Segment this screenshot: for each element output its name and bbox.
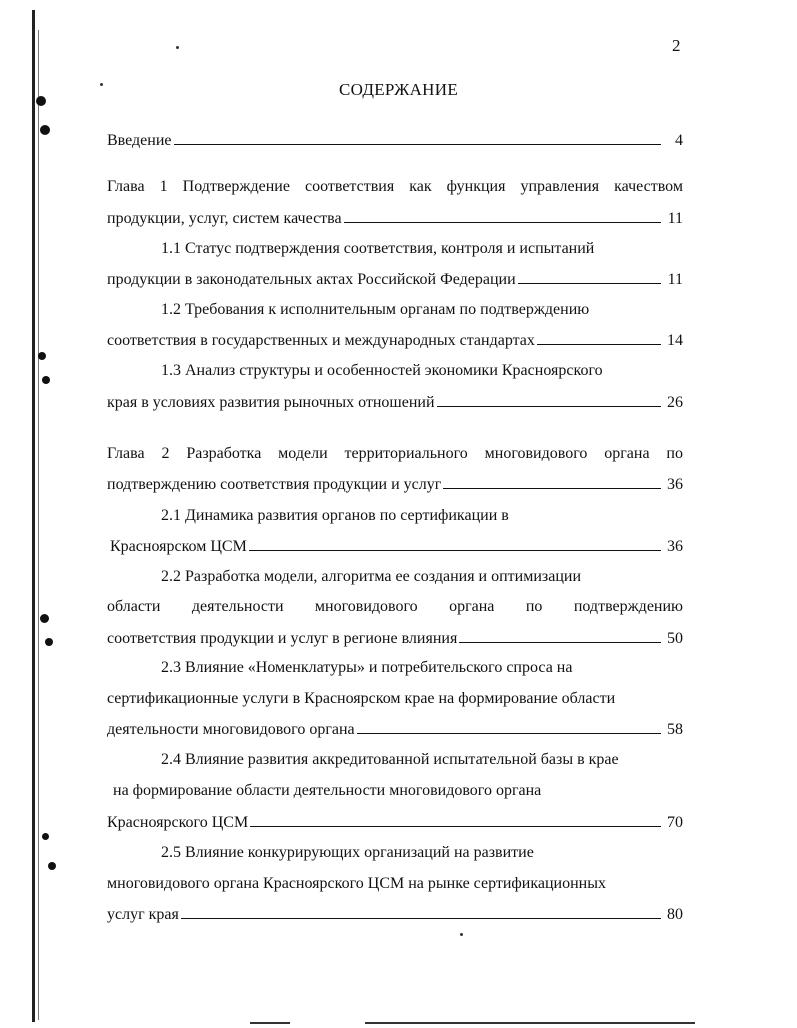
punch-hole-mark: [45, 638, 53, 646]
leader-line: [344, 206, 661, 223]
toc-entry-section-2-4[interactable]: [107, 810, 683, 834]
toc-title: СОДЕРЖАНИЕ: [338, 80, 459, 99]
toc-page-number: 26: [667, 394, 683, 411]
scan-speck: [176, 46, 179, 49]
toc-section-2-3-continuation[interactable]: сертификационные услуги в Красноярском крае на формирование области: [107, 690, 616, 707]
toc-page-number: 70: [667, 814, 683, 831]
toc-page-number: 14: [667, 332, 683, 349]
leader-line: [537, 328, 661, 345]
leader-line: [443, 472, 661, 489]
toc-section-2-5-continuation[interactable]: многовидового органа Красноярского ЦСМ на рынке сертификационных: [107, 875, 606, 892]
toc-section-2-3-heading[interactable]: 2.3 Влияние «Номенклатуры» и потребительского спроса на: [161, 659, 573, 676]
toc-entry-section-2-1[interactable]: [107, 534, 683, 558]
toc-section-1-1-heading[interactable]: 1.1 Статус подтверждения соответствия, контроля и испытаний: [161, 240, 595, 257]
punch-hole-mark: [40, 125, 50, 135]
toc-section-2-2-continuation[interactable]: области деятельности многовидового органа по подтверждению: [107, 598, 683, 615]
leader-line: [249, 534, 661, 551]
binding-edge: [32, 10, 35, 1022]
toc-entry-section-2-2[interactable]: [107, 626, 683, 650]
punch-hole-mark: [42, 376, 50, 384]
toc-entry-section-2-3[interactable]: [107, 717, 683, 741]
binding-edge-shadow: [38, 30, 39, 1020]
page-number: 2: [672, 36, 681, 55]
toc-page-number: 11: [667, 271, 683, 288]
toc-entry-text: Введение: [107, 132, 172, 149]
toc-page-number: 36: [667, 476, 683, 493]
toc-entry-text: соответствия в государственных и международных стандартах: [107, 332, 535, 349]
leader-line: [357, 717, 661, 734]
leader-line: [250, 810, 661, 827]
toc-chapter-2-heading[interactable]: Глава 2 Разработка модели территориального многовидового органа по: [107, 445, 683, 462]
toc-entry-section-1-1[interactable]: [107, 267, 683, 291]
toc-entry-text: края в условиях развития рыночных отношений: [107, 394, 435, 411]
scan-artifact-line: [365, 1022, 695, 1024]
toc-section-1-2-heading[interactable]: 1.2 Требования к исполнительным органам по подтверждению: [161, 301, 590, 318]
leader-line: [459, 626, 661, 643]
toc-section-2-5-heading[interactable]: 2.5 Влияние конкурирующих организаций на развитие: [161, 844, 534, 861]
toc-entry-text: продукции в законодательных актах Российской Федерации: [107, 271, 516, 288]
toc-entry-text: Красноярского ЦСМ: [107, 814, 249, 831]
toc-entry-text: Красноярском ЦСМ: [110, 538, 247, 555]
leader-line: [181, 902, 661, 919]
toc-page-number: 4: [675, 132, 683, 149]
toc-entry-chapter-1[interactable]: [107, 206, 683, 230]
scan-artifact-line: [250, 1022, 290, 1024]
toc-entry-section-1-2[interactable]: [107, 328, 683, 352]
toc-page-number: 80: [667, 906, 683, 923]
toc-page-number: 50: [667, 630, 683, 647]
toc-entry-section-2-5[interactable]: [107, 902, 683, 926]
punch-hole-mark: [38, 352, 46, 360]
leader-line: [518, 267, 661, 284]
toc-section-1-3-heading[interactable]: 1.3 Анализ структуры и особенностей экономики Красноярского: [161, 362, 603, 379]
toc-entry-text: продукции, услуг, систем качества: [107, 210, 342, 227]
toc-chapter-1-heading[interactable]: Глава 1 Подтверждение соответствия как функция управления качеством: [107, 178, 683, 195]
toc-entry-text: соответствия продукции и услуг в регионе влияния: [107, 630, 458, 647]
toc-page-number: 58: [667, 721, 683, 738]
toc-section-2-1-heading[interactable]: 2.1 Динамика развития органов по сертификации в: [161, 507, 509, 524]
toc-section-2-2-heading[interactable]: 2.2 Разработка модели, алгоритма ее создания и оптимизации: [161, 568, 582, 585]
punch-hole-mark: [42, 833, 49, 840]
toc-page-number: 11: [667, 210, 683, 227]
toc-page-number: 36: [667, 538, 683, 555]
scan-speck: [460, 933, 463, 936]
toc-entry-text: деятельности многовидового органа: [107, 721, 355, 738]
punch-hole-mark: [40, 614, 49, 623]
toc-entry-introduction[interactable]: [107, 128, 683, 152]
leader-line: [174, 128, 662, 145]
toc-section-2-4-heading[interactable]: 2.4 Влияние развития аккредитованной испытательной базы в крае: [161, 751, 619, 768]
leader-line: [437, 390, 661, 407]
toc-entry-section-1-3[interactable]: [107, 390, 683, 414]
toc-entry-text: подтверждению соответствия продукции и услуг: [107, 476, 442, 493]
toc-entry-text: услуг края: [107, 906, 179, 923]
toc-entry-chapter-2[interactable]: [107, 472, 683, 496]
punch-hole-mark: [48, 862, 56, 870]
toc-section-2-4-continuation[interactable]: на формирование области деятельности многовидового органа: [113, 782, 542, 799]
